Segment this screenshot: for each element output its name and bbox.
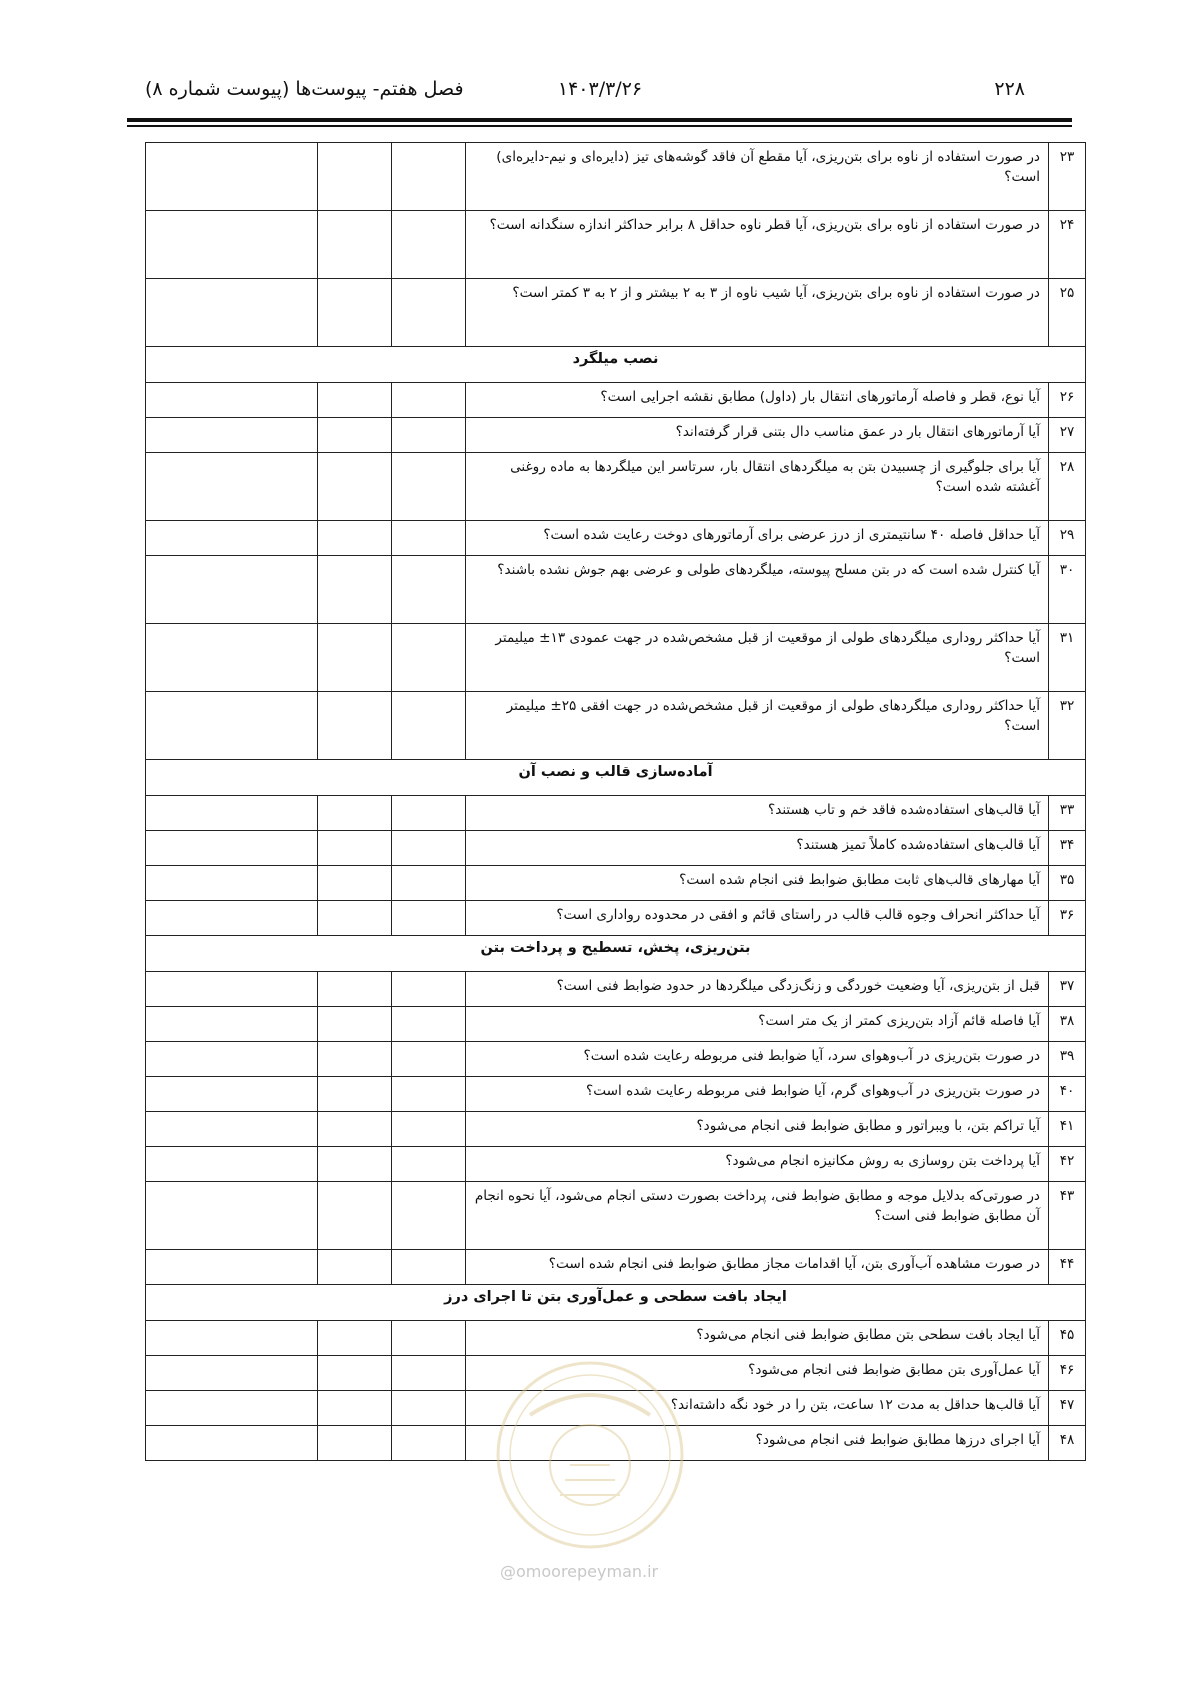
question-text: در صورت استفاده از ناوه برای بتن‌ریزی، آیا قطر ناوه حداقل ۸ برابر حداکثر اندازه سنگدانه است؟ <box>466 211 1049 279</box>
answer-cell-3[interactable] <box>146 1250 318 1285</box>
question-text: آیا حداکثر انحراف وجوه قالب قالب در راستای قائم و افقی در محدوده رواداری است؟ <box>466 901 1049 936</box>
checklist-row <box>146 143 1086 211</box>
answer-cell-3[interactable] <box>146 1182 318 1250</box>
row-number: ۳۸ <box>1049 1007 1086 1042</box>
section-title: ایجاد بافت سطحی و عمل‌آوری بتن تا اجرای درز <box>146 1285 1086 1321</box>
row-number: ۲۳ <box>1049 143 1086 211</box>
checklist-row <box>146 556 1086 624</box>
row-number: ۴۳ <box>1049 1182 1086 1250</box>
answer-cell-1[interactable] <box>392 211 466 279</box>
answer-cell-2[interactable] <box>318 972 392 1007</box>
checklist-row <box>146 453 1086 521</box>
section-header-row <box>146 347 1086 383</box>
section-title: آماده‌سازی قالب و نصب آن <box>146 760 1086 796</box>
row-number: ۲۹ <box>1049 521 1086 556</box>
question-text: آیا مهارهای قالب‌های ثابت مطابق ضوابط فنی انجام شده است؟ <box>466 866 1049 901</box>
question-text: آیا تراکم بتن، با ویبراتور و مطابق ضوابط فنی انجام می‌شود؟ <box>466 1112 1049 1147</box>
row-number: ۲۸ <box>1049 453 1086 521</box>
row-number: ۳۵ <box>1049 866 1086 901</box>
question-text: آیا فاصله قائم آزاد بتن‌ریزی کمتر از یک متر است؟ <box>466 1007 1049 1042</box>
watermark-site: @omoorepeyman.ir <box>500 1562 659 1581</box>
question-text: آیا پرداخت بتن روسازی به روش مکانیزه انجام می‌شود؟ <box>466 1147 1049 1182</box>
question-text: در صورت بتن‌ریزی در آب‌وهوای گرم، آیا ضوابط فنی مربوطه رعایت شده است؟ <box>466 1077 1049 1112</box>
question-text: آیا حداقل فاصله ۴۰ سانتیمتری از درز عرضی برای آرماتورهای دوخت رعایت شده است؟ <box>466 521 1049 556</box>
row-number: ۴۸ <box>1049 1426 1086 1461</box>
answer-cell-2[interactable] <box>318 1250 392 1285</box>
answer-cell-3[interactable] <box>146 1356 318 1391</box>
question-text: آیا قالب‌های استفاده‌شده کاملاً تمیز هستند؟ <box>466 831 1049 866</box>
answer-cell-3[interactable] <box>146 1426 318 1461</box>
checklist-row <box>146 1147 1086 1182</box>
header-rule-thick <box>127 118 1072 122</box>
question-text: آیا اجرای درزها مطابق ضوابط فنی انجام می‌شود؟ <box>466 1426 1049 1461</box>
answer-cell-1[interactable] <box>392 1321 466 1356</box>
answer-cell-3[interactable] <box>146 972 318 1007</box>
checklist-row <box>146 1182 1086 1250</box>
question-text: آیا قالب‌ها حداقل به مدت ۱۲ ساعت، بتن را در خود نگه داشته‌اند؟ <box>466 1391 1049 1426</box>
question-text: آیا عمل‌آوری بتن مطابق ضوابط فنی انجام می‌شود؟ <box>466 1356 1049 1391</box>
question-text: آیا آرماتورهای انتقال بار در عمق مناسب دال بتنی قرار گرفته‌اند؟ <box>466 418 1049 453</box>
checklist-table <box>145 142 1086 1461</box>
question-text: آیا کنترل شده است که در بتن مسلح پیوسته، میلگردهای طولی و عرضی بهم جوش نشده باشند؟ <box>466 556 1049 624</box>
section-title: بتن‌ریزی، پخش، تسطیح و پرداخت بتن <box>146 936 1086 972</box>
row-number: ۴۰ <box>1049 1077 1086 1112</box>
answer-cell-1[interactable] <box>392 972 466 1007</box>
answer-cell-3[interactable] <box>146 521 318 556</box>
answer-cell-3[interactable] <box>146 1007 318 1042</box>
answer-cell-1[interactable] <box>392 1356 466 1391</box>
answer-cell-2[interactable] <box>318 211 392 279</box>
answer-cell-1[interactable] <box>392 143 466 211</box>
row-number: ۳۶ <box>1049 901 1086 936</box>
checklist-row <box>146 279 1086 347</box>
answer-cell-1[interactable] <box>392 866 466 901</box>
answer-cell-2[interactable] <box>318 556 392 624</box>
row-number: ۴۷ <box>1049 1391 1086 1426</box>
question-text: آیا نوع، قطر و فاصله آرماتورهای انتقال بار (داول) مطابق نقشه اجرایی است؟ <box>466 383 1049 418</box>
row-number: ۲۵ <box>1049 279 1086 347</box>
checklist-row <box>146 418 1086 453</box>
row-number: ۳۰ <box>1049 556 1086 624</box>
answer-cell-3[interactable] <box>146 866 318 901</box>
answer-cell-1[interactable] <box>392 901 466 936</box>
question-text: در صورتی‌که بدلایل موجه و مطابق ضوابط فنی، پرداخت بصورت دستی انجام می‌شود، آیا نحوه انجام آن مطابق ضوابط فنی است؟ <box>466 1182 1049 1250</box>
answer-cell-1[interactable] <box>392 1147 466 1182</box>
answer-cell-2[interactable] <box>318 1321 392 1356</box>
answer-cell-2[interactable] <box>318 624 392 692</box>
checklist-row <box>146 1007 1086 1042</box>
answer-cell-2[interactable] <box>318 453 392 521</box>
section-header-row <box>146 936 1086 972</box>
page-header <box>145 78 1055 108</box>
document-date: ۱۴۰۳/۳/۲۶ <box>557 78 643 100</box>
row-number: ۴۵ <box>1049 1321 1086 1356</box>
checklist-row <box>146 1077 1086 1112</box>
question-text: آیا قالب‌های استفاده‌شده فاقد خم و تاب هستند؟ <box>466 796 1049 831</box>
answer-cell-2[interactable] <box>318 521 392 556</box>
answer-cell-1[interactable] <box>392 383 466 418</box>
checklist-row <box>146 692 1086 760</box>
answer-cell-2[interactable] <box>318 383 392 418</box>
answer-cell-3[interactable] <box>146 1391 318 1426</box>
answer-cell-1[interactable] <box>392 556 466 624</box>
question-text: آیا حداکثر روداری میلگردهای طولی از موقعیت از قبل مشخص‌شده در جهت عمودی ۱۳± میلیمتر است؟ <box>466 624 1049 692</box>
checklist-row <box>146 211 1086 279</box>
answer-cell-3[interactable] <box>146 279 318 347</box>
checklist-row <box>146 1042 1086 1077</box>
row-number: ۳۹ <box>1049 1042 1086 1077</box>
answer-cell-2[interactable] <box>318 796 392 831</box>
row-number: ۳۷ <box>1049 972 1086 1007</box>
answer-cell-2[interactable] <box>318 1182 392 1250</box>
row-number: ۳۱ <box>1049 624 1086 692</box>
answer-cell-1[interactable] <box>392 692 466 760</box>
question-text: قبل از بتن‌ریزی، آیا وضعیت خوردگی و زنگ‌زدگی میلگردها در حدود ضوابط فنی است؟ <box>466 972 1049 1007</box>
answer-cell-3[interactable] <box>146 1147 318 1182</box>
chapter-title: فصل هفتم- پیوست‌ها (پیوست شماره ۸) <box>145 78 464 100</box>
checklist-row <box>146 624 1086 692</box>
answer-cell-2[interactable] <box>318 692 392 760</box>
answer-cell-3[interactable] <box>146 1077 318 1112</box>
page-number: ۲۲۸ <box>994 78 1025 100</box>
row-number: ۲۶ <box>1049 383 1086 418</box>
answer-cell-2[interactable] <box>318 1112 392 1147</box>
header-rule-thin <box>127 125 1072 127</box>
checklist-row <box>146 521 1086 556</box>
question-text: در صورت استفاده از ناوه برای بتن‌ریزی، آیا مقطع آن فاقد گوشه‌های تیز (دایره‌ای و نیم-دایره‌ای) است؟ <box>466 143 1049 211</box>
row-number: ۴۶ <box>1049 1356 1086 1391</box>
answer-cell-1[interactable] <box>392 624 466 692</box>
question-text: در صورت استفاده از ناوه برای بتن‌ریزی، آیا شیب ناوه از ۳ به ۲ بیشتر و از ۲ به ۳ کمتر است؟ <box>466 279 1049 347</box>
answer-cell-3[interactable] <box>146 901 318 936</box>
answer-cell-2[interactable] <box>318 143 392 211</box>
answer-cell-1[interactable] <box>392 1077 466 1112</box>
checklist-row <box>146 831 1086 866</box>
row-number: ۴۴ <box>1049 1250 1086 1285</box>
answer-cell-1[interactable] <box>392 1112 466 1147</box>
answer-cell-3[interactable] <box>146 556 318 624</box>
question-text: در صورت بتن‌ریزی در آب‌وهوای سرد، آیا ضوابط فنی مربوطه رعایت شده است؟ <box>466 1042 1049 1077</box>
checklist-row <box>146 796 1086 831</box>
section-title: نصب میلگرد <box>146 347 1086 383</box>
answer-cell-3[interactable] <box>146 796 318 831</box>
answer-cell-1[interactable] <box>392 418 466 453</box>
answer-cell-2[interactable] <box>318 866 392 901</box>
question-text: آیا ایجاد بافت سطحی بتن مطابق ضوابط فنی انجام می‌شود؟ <box>466 1321 1049 1356</box>
checklist-row <box>146 972 1086 1007</box>
row-number: ۳۳ <box>1049 796 1086 831</box>
checklist-row <box>146 1321 1086 1356</box>
answer-cell-2[interactable] <box>318 1147 392 1182</box>
answer-cell-2[interactable] <box>318 1426 392 1461</box>
answer-cell-3[interactable] <box>146 418 318 453</box>
section-header-row <box>146 760 1086 796</box>
row-number: ۴۱ <box>1049 1112 1086 1147</box>
answer-cell-1[interactable] <box>392 831 466 866</box>
row-number: ۳۴ <box>1049 831 1086 866</box>
answer-cell-2[interactable] <box>318 831 392 866</box>
answer-cell-1[interactable] <box>392 521 466 556</box>
answer-cell-2[interactable] <box>318 418 392 453</box>
answer-cell-3[interactable] <box>146 143 318 211</box>
answer-cell-2[interactable] <box>318 1077 392 1112</box>
seal-watermark-icon <box>490 1355 690 1555</box>
answer-cell-3[interactable] <box>146 692 318 760</box>
checklist-row <box>146 901 1086 936</box>
answer-cell-2[interactable] <box>318 279 392 347</box>
answer-cell-3[interactable] <box>146 831 318 866</box>
answer-cell-2[interactable] <box>318 1042 392 1077</box>
answer-cell-3[interactable] <box>146 624 318 692</box>
answer-cell-1[interactable] <box>392 1391 466 1426</box>
section-header-row <box>146 1285 1086 1321</box>
answer-cell-2[interactable] <box>318 1007 392 1042</box>
row-number: ۳۲ <box>1049 692 1086 760</box>
checklist-row <box>146 866 1086 901</box>
answer-cell-1[interactable] <box>392 1182 466 1250</box>
checklist-row <box>146 1250 1086 1285</box>
question-text: آیا برای جلوگیری از چسبیدن بتن به میلگردهای انتقال بار، سرتاسر این میلگردها به ماده روغنی آغشته شده است؟ <box>466 453 1049 521</box>
checklist-row <box>146 1112 1086 1147</box>
answer-cell-3[interactable] <box>146 1112 318 1147</box>
answer-cell-2[interactable] <box>318 1356 392 1391</box>
answer-cell-2[interactable] <box>318 901 392 936</box>
answer-cell-1[interactable] <box>392 279 466 347</box>
answer-cell-1[interactable] <box>392 1426 466 1461</box>
row-number: ۲۷ <box>1049 418 1086 453</box>
answer-cell-2[interactable] <box>318 1391 392 1426</box>
answer-cell-3[interactable] <box>146 383 318 418</box>
checklist-row <box>146 383 1086 418</box>
answer-cell-1[interactable] <box>392 1007 466 1042</box>
answer-cell-1[interactable] <box>392 453 466 521</box>
answer-cell-1[interactable] <box>392 1250 466 1285</box>
answer-cell-3[interactable] <box>146 1321 318 1356</box>
row-number: ۲۴ <box>1049 211 1086 279</box>
answer-cell-3[interactable] <box>146 1042 318 1077</box>
question-text: در صورت مشاهده آب‌آوری بتن، آیا اقدامات مجاز مطابق ضوابط فنی انجام شده است؟ <box>466 1250 1049 1285</box>
row-number: ۴۲ <box>1049 1147 1086 1182</box>
answer-cell-3[interactable] <box>146 453 318 521</box>
question-text: آیا حداکثر روداری میلگردهای طولی از موقعیت از قبل مشخص‌شده در جهت افقی ۲۵± میلیمتر است؟ <box>466 692 1049 760</box>
answer-cell-1[interactable] <box>392 1042 466 1077</box>
answer-cell-1[interactable] <box>392 796 466 831</box>
answer-cell-3[interactable] <box>146 211 318 279</box>
